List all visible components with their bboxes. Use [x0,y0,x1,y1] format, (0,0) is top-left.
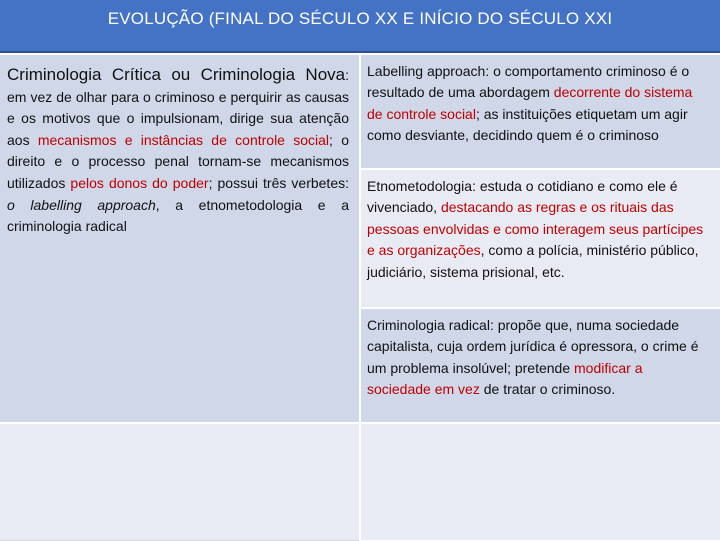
radical-criminology-text [367,315,707,401]
left-highlight-power: pelos donos do poder [70,174,209,191]
left-highlight-control-social: mecanismos e instâncias de controle social [37,131,330,148]
left-text-part-4: , a etnometodologia e a criminologia radical [7,196,349,235]
ethnomethodology-text [367,176,707,283]
left-text-part-1: : em vez de olhar para o criminoso e perquirir as causas e os motivos que o impulsionam, dirige sua atenção aos [7,67,349,148]
etno-text-2: , como a polícia, ministério público, judiciário, sistema prisional, etc. [367,242,699,280]
radical-text-1: : propõe que, numa sociedade capitalista, cuja ordem jurídica é opressora, o crime é um problema insolúvel; pretende [367,317,699,376]
ethnomethodology-cell [361,170,720,307]
labelling-text-2: ; as instituições etiquetam um agir como desviante, decidindo quem é o criminoso [367,105,688,144]
labelling-approach-cell [361,55,720,168]
ethnomethodology-term: Etnometodologia [367,178,473,194]
column-divider [359,424,361,540]
labelling-text-1: : o comportamento criminoso é o resultado de uma abordagem [367,63,690,101]
radical-text-2: de tratar o criminoso. [479,381,616,398]
slide-title: EVOLUÇÃO (FINAL DO SÉCULO XX E INÍCIO DO SÉCULO XXI [107,9,613,28]
etno-text-1: : estuda o cotidiano e como ele é vivenciado, [367,178,678,216]
labelling-approach-text [367,61,707,147]
labelling-approach-term: Labelling approach [367,63,486,79]
left-text-part-2: ; o direito e o processo penal tornam-se mecanismos utilizados [7,131,349,191]
left-italic-labelling: o labelling approach [7,196,156,213]
title-bar [0,0,720,53]
labelling-highlight: decorrente do sistema de controle social [367,84,693,122]
row-divider [0,422,720,424]
radical-criminology-term: Criminologia radical [367,317,490,333]
etno-highlight: destacando as regras e os rituais das pessoas envolvidas e como interagem seus partícipes e as organizações [367,199,704,259]
radical-highlight: modificar a sociedade em vez [367,359,643,398]
critical-criminology-text [7,64,349,238]
radical-criminology-cell [361,309,720,422]
left-text-part-3: ; possui três verbetes: [208,174,349,191]
critical-criminology-heading: Criminologia Crítica ou Criminologia Nova [7,65,346,84]
